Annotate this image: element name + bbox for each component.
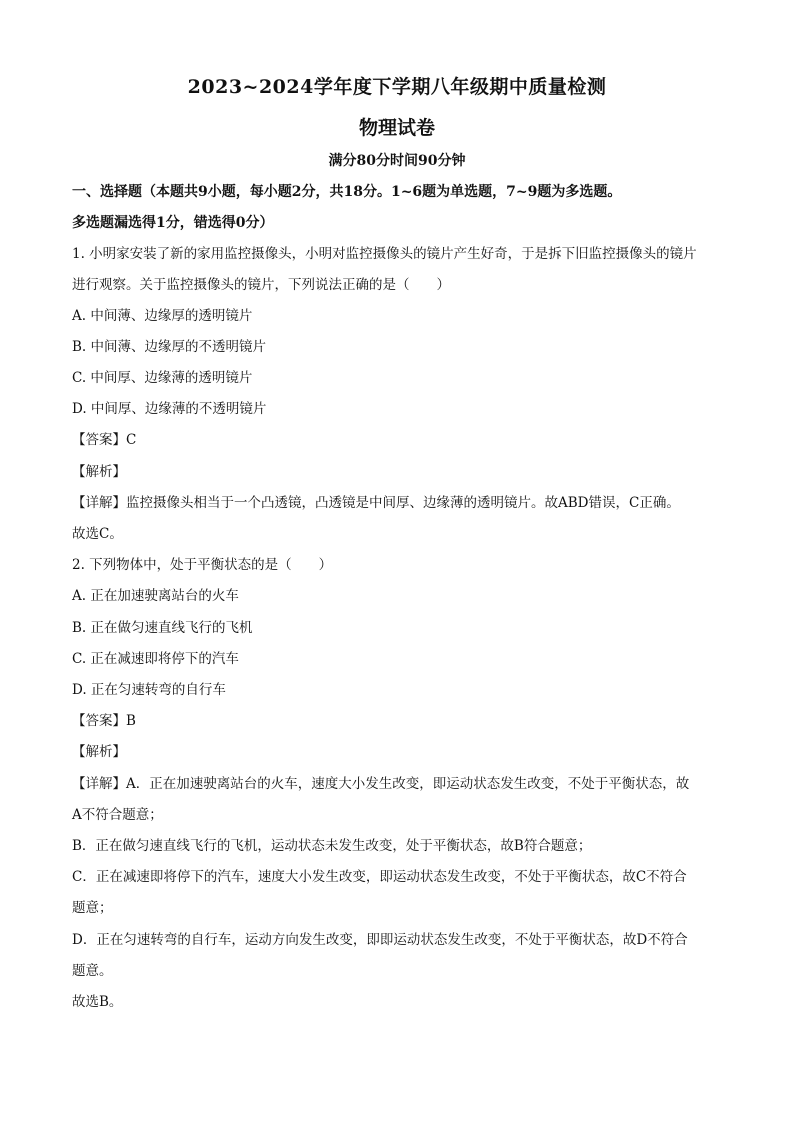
q1-analysis-label: 【解析】 [72,464,126,480]
q1-option-c: C. 中间厚、边缘薄的透明镜片 [72,370,253,386]
q2-detail-line2: A不符合题意； [72,807,163,823]
q2-option-c: C. 正在减速即将停下的汽车 [72,651,239,667]
q1-stem-line1: 1. 小明家安装了新的家用监控摄像头，小明对监控摄像头的镜片产生好奇，于是拆下旧监控摄像头的镜片 [72,246,697,262]
exam-info: 满分80分时间90分钟 [328,153,466,169]
section-heading-line2: 多选题漏选得1分，错选得0分） [72,215,274,231]
q2-option-b: B. 正在做匀速直线飞行的飞机 [72,620,253,636]
q1-stem-line2: 进行观察。关于监控摄像头的镜片，下列说法正确的是（ ） [72,277,450,293]
q2-detail-line1: 【详解】A．正在加速驶离站台的火车，速度大小发生改变，即运动状态发生改变，不处于平衡状态，故 [72,776,690,792]
q2-detail-line5: 题意； [72,900,113,916]
q1-detail-line1: 【详解】监控摄像头相当于一个凸透镜，凸透镜是中间厚、边缘薄的透明镜片。故ABD错误，C正确。 [72,495,680,511]
q1-option-b: B. 中间薄、边缘厚的不透明镜片 [72,339,267,355]
q2-option-a: A. 正在加速驶离站台的火车 [72,588,239,604]
q2-stem: 2. 下列物体中，处于平衡状态的是（ ） [72,557,333,573]
q1-option-a: A. 中间薄、边缘厚的透明镜片 [72,308,253,324]
q1-detail-line2: 故选C。 [72,526,123,542]
q2-detail-line6: D．正在匀速转弯的自行车，运动方向发生改变，即即运动状态发生改变，不处于平衡状态，故D不符合 [72,932,688,948]
q2-detail-line3: B．正在做匀速直线飞行的飞机，运动状态未发生改变，处于平衡状态，故B符合题意； [72,838,592,854]
q2-analysis-label: 【解析】 [72,744,126,760]
q2-detail-line4: C．正在减速即将停下的汽车，速度大小发生改变，即运动状态发生改变，不处于平衡状态，故C不符合 [72,869,687,885]
q2-detail-line8: 故选B。 [72,994,123,1010]
exam-subject: 物理试卷 [358,117,435,139]
q1-answer: 【答案】C [72,432,137,448]
q2-answer: 【答案】B [72,713,136,729]
section-heading-line1: 一、选择题（本题共9小题，每小题2分，共18分。1~6题为单选题，7~9题为多选题。 [72,184,622,200]
q1-option-d: D. 中间厚、边缘薄的不透明镜片 [72,401,267,417]
exam-title: 2023~2024学年度下学期八年级期中质量检测 [187,76,607,98]
q2-detail-line7: 题意。 [72,963,113,979]
q2-option-d: D. 正在匀速转弯的自行车 [72,682,226,698]
